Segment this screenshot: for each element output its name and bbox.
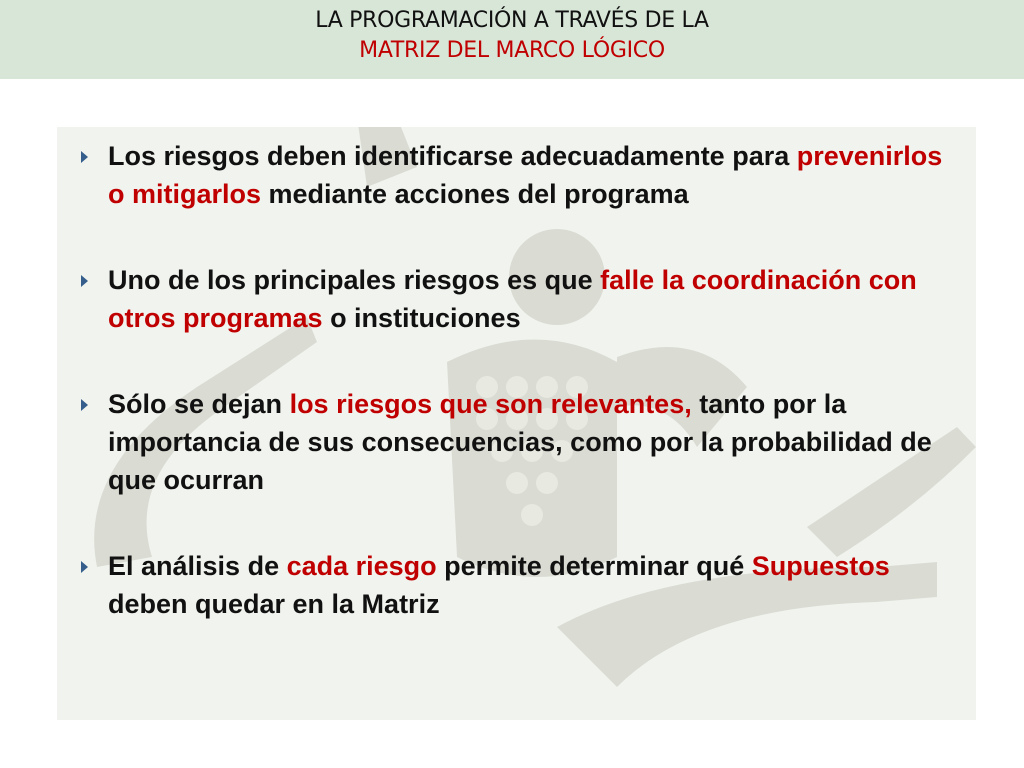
bullet-text: Uno de los principales riesgos es que — [108, 265, 601, 295]
bullet-arrow-icon — [81, 399, 88, 411]
bullet-list — [57, 137, 976, 671]
bullet-text: Sólo se dejan — [108, 389, 290, 419]
slide-title-line-2: MATRIZ DEL MARCO LÓGICO — [359, 38, 665, 63]
bullet-highlight: los riesgos que son relevantes, — [289, 389, 692, 419]
bullet-highlight: cada riesgo — [286, 551, 437, 581]
bullet-item — [57, 137, 976, 213]
bullet-text: Los riesgos deben identificarse adecuadamente para — [108, 141, 797, 171]
bullet-item — [57, 385, 976, 499]
bullet-arrow-icon — [81, 561, 88, 573]
bullet-item — [57, 261, 976, 337]
bullet-highlight: Supuestos — [751, 551, 890, 581]
bullet-text: deben quedar en la Matriz — [108, 589, 440, 619]
bullet-highlight: prevenirlos o mitigarlos — [108, 141, 943, 209]
bullet-text: tanto por la importancia de sus consecuencias, como por la probabilidad de que ocurran — [108, 389, 932, 495]
bullet-text: mediante acciones del programa — [261, 179, 689, 209]
slide-title-line-1: LA PROGRAMACIÓN A TRAVÉS DE LA — [315, 8, 709, 33]
bullet-text: permite determinar qué — [436, 551, 752, 581]
bullet-highlight: falle la coordinación con otros programas — [108, 265, 917, 333]
bullet-text: El análisis de — [108, 551, 287, 581]
bullet-arrow-icon — [81, 151, 88, 163]
content-panel — [57, 127, 976, 720]
bullet-item — [57, 547, 976, 623]
bullet-text: o instituciones — [322, 303, 521, 333]
slide-header — [0, 0, 1024, 79]
bullet-arrow-icon — [81, 275, 88, 287]
